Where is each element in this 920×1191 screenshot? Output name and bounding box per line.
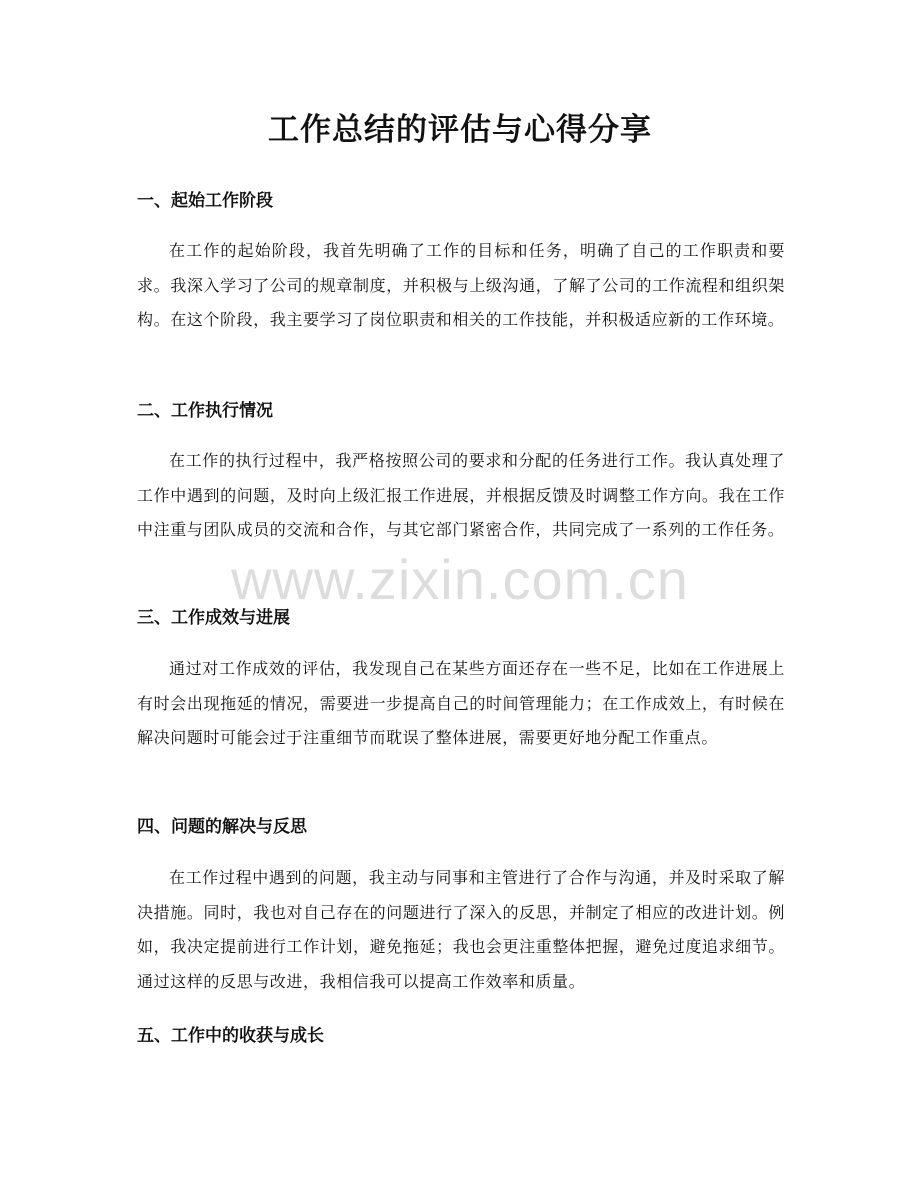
section-paragraph-3: 通过对工作成效的评估，我发现自己在某些方面还存在一些不足，比如在工作进展上有时会出现拖延的情况，需要进一步提高自己的时间管理能力；在工作成效上，有时候在解决问题时可能会过于注重细节而耽误了整体进展，需要更好地分配工作重点。: [137, 659, 785, 747]
section-heading-2: 二、工作执行情况: [137, 401, 273, 421]
section-paragraph-2: 在工作的执行过程中，我严格按照公司的要求和分配的任务进行工作。我认真处理了工作中遇到的问题，及时向上级汇报工作进展，并根据反馈及时调整工作方向。我在工作中注重与团队成员的交流和合作，与其它部门紧密合作，共同完成了一系列的工作任务。: [137, 451, 785, 539]
section-paragraph-1: 在工作的起始阶段，我首先明确了工作的目标和任务，明确了自己的工作职责和要求。我深入学习了公司的规章制度，并积极与上级沟通，了解了公司的工作流程和组织架构。在这个阶段，我主要学习了岗位职责和相关的工作技能，并积极适应新的工作环境。: [137, 241, 785, 329]
section-heading-4: 四、问题的解决与反思: [137, 817, 307, 837]
watermark-text: www.zixin.com.cn: [231, 548, 689, 611]
section-heading-3: 三、工作成效与进展: [137, 608, 290, 628]
section-heading-5: 五、工作中的收获与成长: [137, 1026, 324, 1046]
document-title: 工作总结的评估与心得分享: [268, 112, 652, 148]
section-heading-1: 一、起始工作阶段: [137, 191, 273, 211]
section-paragraph-4: 在工作过程中遇到的问题，我主动与同事和主管进行了合作与沟通，并及时采取了解决措施。同时，我也对自己存在的问题进行了深入的反思，并制定了相应的改进计划。例如，我决定提前进行工作计划，避免拖延；我也会更注重整体把握，避免过度追求细节。通过这样的反思与改进，我相信我可以提高工作效率和质量。: [137, 868, 785, 991]
